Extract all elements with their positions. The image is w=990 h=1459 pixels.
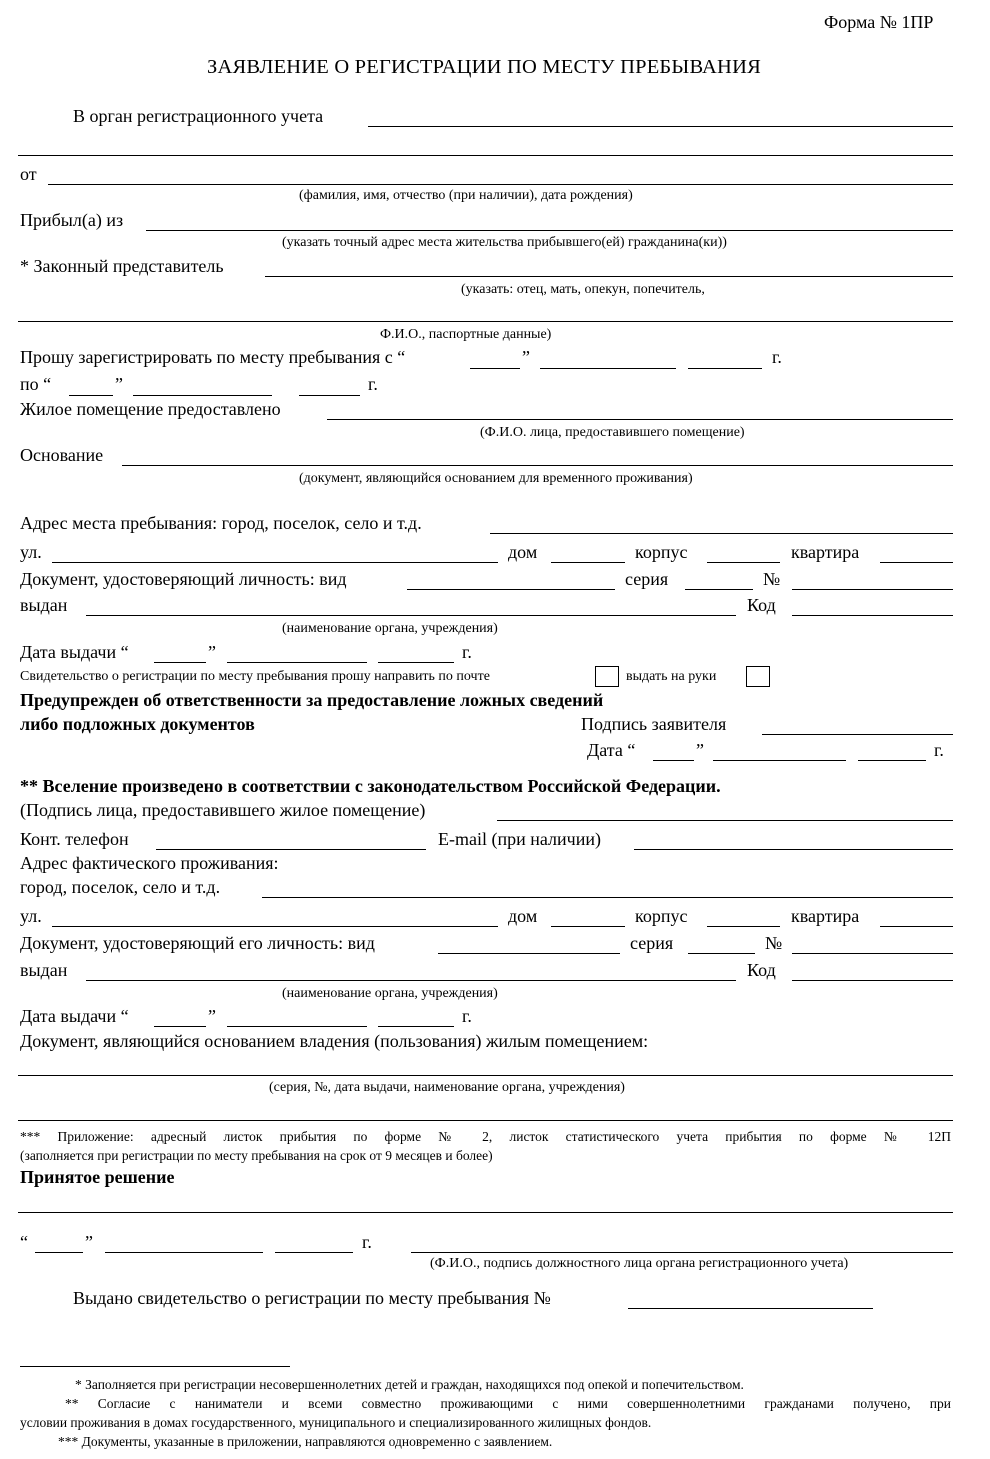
decision-label: Принятое решение <box>20 1167 175 1187</box>
warning-line-1: Предупрежден об ответственности за предоставление ложных сведений <box>20 690 604 710</box>
register-from-year-field[interactable] <box>688 368 762 369</box>
landlord-code-field[interactable] <box>792 980 953 981</box>
actual-address-label: Адрес фактического проживания: <box>20 853 279 873</box>
housing-provided-field[interactable] <box>327 419 953 420</box>
stay-issue-month-field[interactable] <box>227 662 367 663</box>
landlord-issue-day-field[interactable] <box>154 1026 206 1027</box>
register-to-quote-close: ” <box>115 374 123 394</box>
stay-issue-year-suffix: г. <box>462 642 472 662</box>
ownership-doc-hint: (серия, №, дата выдачи, наименование органа, учреждения) <box>269 1080 625 1095</box>
register-from-year-suffix: г. <box>772 347 782 367</box>
arrived-from-label: Прибыл(а) из <box>20 210 124 230</box>
register-to-year-field[interactable] <box>299 395 360 396</box>
section-divider <box>18 1120 953 1121</box>
landlord-series-field[interactable] <box>688 953 755 954</box>
landlord-series-label: серия <box>630 933 674 953</box>
register-to-label: по “ <box>20 374 52 394</box>
provider-signature-label: (Подпись лица, предоставившего жилое помещение) <box>20 800 426 820</box>
certificate-number-field[interactable] <box>628 1308 873 1309</box>
applicant-date-year-suffix: г. <box>934 740 944 760</box>
provider-signature-field[interactable] <box>497 820 953 821</box>
stay-id-doc-field[interactable] <box>407 589 615 590</box>
applicant-signature-label: Подпись заявителя <box>581 714 727 734</box>
from-field[interactable] <box>48 184 953 185</box>
basis-field[interactable] <box>122 465 953 466</box>
stay-issue-quote-close: ” <box>208 642 216 662</box>
stay-apartment-label: квартира <box>791 542 860 562</box>
stay-number-label: № <box>763 569 781 589</box>
official-signature-hint: (Ф.И.О., подпись должностного лица органа регистрационного учета) <box>430 1256 849 1271</box>
register-from-label: Прошу зарегистрировать по месту пребывания с “ <box>20 347 406 367</box>
stay-issue-day-field[interactable] <box>154 662 206 663</box>
landlord-code-label: Код <box>747 960 776 980</box>
register-to-year-suffix: г. <box>368 374 378 394</box>
landlord-issued-hint: (наименование органа, учреждения) <box>282 986 498 1001</box>
applicant-date-year-field[interactable] <box>858 760 926 761</box>
housing-provided-label: Жилое помещение предоставлено <box>20 399 281 419</box>
landlord-issue-year-suffix: г. <box>462 1006 472 1026</box>
form-title: ЗАЯВЛЕНИЕ О РЕГИСТРАЦИИ ПО МЕСТУ ПРЕБЫВАНИЯ <box>207 56 761 78</box>
actual-street-field[interactable] <box>52 926 498 927</box>
legal-rep-hint-2: Ф.И.О., паспортные данные) <box>380 327 552 342</box>
landlord-issue-quote-close: ” <box>208 1006 216 1026</box>
actual-city-field[interactable] <box>262 897 953 898</box>
legal-rep-label: * Законный представитель <box>20 256 224 276</box>
stay-series-label: серия <box>625 569 669 589</box>
form-number: Форма № 1ПР <box>824 12 934 32</box>
landlord-issue-date-label: Дата выдачи “ <box>20 1006 129 1026</box>
decision-date-quote-close: ” <box>85 1232 93 1252</box>
footnote-separator <box>20 1366 290 1367</box>
stay-address-label: Адрес места пребывания: город, поселок, село и т.д. <box>20 513 422 533</box>
registration-body-field-2[interactable] <box>18 155 953 156</box>
actual-apartment-field[interactable] <box>880 926 953 927</box>
decision-date-month-field[interactable] <box>105 1252 263 1253</box>
applicant-date-day-field[interactable] <box>653 760 694 761</box>
arrived-from-field[interactable] <box>146 230 953 231</box>
stay-street-field[interactable] <box>52 562 498 563</box>
certificate-delivery-label: Свидетельство о регистрации по месту пребывания прошу направить по почте <box>20 669 490 684</box>
appendix-line-2: (заполняется при регистрации по месту пребывания на срок от 9 месяцев и более) <box>20 1148 493 1163</box>
landlord-issue-month-field[interactable] <box>227 1026 367 1027</box>
decision-date-year-field[interactable] <box>275 1252 353 1253</box>
phone-label: Конт. телефон <box>20 829 129 849</box>
applicant-date-label: Дата “ <box>587 740 636 760</box>
stay-id-doc-label: Документ, удостоверяющий личность: вид <box>20 569 347 589</box>
stay-number-field[interactable] <box>792 589 953 590</box>
mail-checkbox[interactable] <box>595 666 619 687</box>
from-label: от <box>20 164 37 184</box>
applicant-date-month-field[interactable] <box>713 760 846 761</box>
from-hint: (фамилия, имя, отчество (при наличии), дата рождения) <box>299 188 633 203</box>
stay-building-label: корпус <box>635 542 688 562</box>
stay-issued-field[interactable] <box>86 615 736 616</box>
decision-date-year-suffix: г. <box>362 1232 372 1252</box>
applicant-date-quote-close: ” <box>696 740 704 760</box>
landlord-number-field[interactable] <box>792 953 953 954</box>
actual-house-label: дом <box>508 906 538 926</box>
stay-street-label: ул. <box>20 542 42 562</box>
ownership-doc-field[interactable] <box>18 1075 953 1076</box>
appendix-line-1: *** Приложение: адресный листок прибытия по форме № 2, листок статистического учета прибытия по форме № 12П <box>20 1129 951 1144</box>
actual-building-label: корпус <box>635 906 688 926</box>
applicant-signature-field[interactable] <box>762 734 953 735</box>
landlord-issued-label: выдан <box>20 960 68 980</box>
legal-rep-hint-1: (указать: отец, мать, опекун, попечитель, <box>461 282 705 297</box>
hand-over-label: выдать на руки <box>626 669 717 684</box>
decision-field[interactable] <box>18 1212 953 1213</box>
arrived-from-hint: (указать точный адрес места жительства прибывшего(ей) гражданина(ки)) <box>282 235 727 250</box>
footnote-2-line-1: ** Согласие с наниматели и всеми совместно проживающими с ними совершеннолетними гражданами получено, при <box>65 1396 951 1411</box>
phone-field[interactable] <box>156 849 426 850</box>
certificate-issued-label: Выдано свидетельство о регистрации по месту пребывания № <box>73 1288 551 1308</box>
actual-apartment-label: квартира <box>791 906 860 926</box>
stay-issued-hint: (наименование органа, учреждения) <box>282 621 498 636</box>
registration-body-label: В орган регистрационного учета <box>73 106 324 126</box>
register-to-month-field[interactable] <box>133 395 272 396</box>
basis-label: Основание <box>20 445 104 465</box>
basis-hint: (документ, являющийся основанием для временного проживания) <box>299 471 693 486</box>
stay-apartment-field[interactable] <box>880 562 953 563</box>
stay-code-label: Код <box>747 595 776 615</box>
official-signature-field[interactable] <box>411 1252 953 1253</box>
housing-provided-hint: (Ф.И.О. лица, предоставившего помещение) <box>480 425 745 440</box>
stay-issued-label: выдан <box>20 595 68 615</box>
warning-line-2: либо подложных документов <box>20 714 255 734</box>
stay-series-field[interactable] <box>685 589 753 590</box>
legal-rep-field-2[interactable] <box>18 321 953 322</box>
landlord-issue-year-field[interactable] <box>378 1026 454 1027</box>
landlord-id-doc-label: Документ, удостоверяющий его личность: вид <box>20 933 375 953</box>
landlord-issued-field[interactable] <box>86 980 736 981</box>
register-from-month-field[interactable] <box>540 368 676 369</box>
register-from-day-field[interactable] <box>470 368 520 369</box>
register-to-day-field[interactable] <box>69 395 113 396</box>
email-field[interactable] <box>634 849 953 850</box>
footnote-2-line-2: условии проживания в домах государственного, муниципального и специализированного жилищных фондов. <box>20 1415 652 1430</box>
actual-building-field[interactable] <box>707 926 780 927</box>
actual-house-field[interactable] <box>551 926 625 927</box>
ownership-doc-label: Документ, являющийся основанием владения (пользования) жилым помещением: <box>20 1031 649 1051</box>
footnote-1: * Заполняется при регистрации несовершеннолетних детей и граждан, находящихся под опекой и попечительством. <box>75 1377 744 1392</box>
stay-building-field[interactable] <box>707 562 780 563</box>
stay-code-field[interactable] <box>792 615 953 616</box>
decision-date-day-field[interactable] <box>35 1252 83 1253</box>
decision-date-quote-open: “ <box>20 1232 28 1252</box>
register-from-quote-close: ” <box>522 347 530 367</box>
landlord-number-label: № <box>765 933 783 953</box>
footnote-3: *** Документы, указанные в приложении, направляются одновременно с заявлением. <box>58 1434 553 1449</box>
email-label: E-mail (при наличии) <box>438 829 601 849</box>
stay-address-field[interactable] <box>490 533 953 534</box>
stay-issue-year-field[interactable] <box>378 662 454 663</box>
stay-house-label: дом <box>508 542 538 562</box>
actual-street-label: ул. <box>20 906 42 926</box>
landlord-id-doc-field[interactable] <box>438 953 620 954</box>
registration-body-field[interactable] <box>368 126 953 127</box>
settlement-note: ** Вселение произведено в соответствии с законодательством Российской Федерации. <box>20 776 721 796</box>
legal-rep-field[interactable] <box>265 276 953 277</box>
stay-house-field[interactable] <box>551 562 625 563</box>
actual-city-label: город, поселок, село и т.д. <box>20 877 221 897</box>
hand-over-checkbox[interactable] <box>746 666 770 687</box>
stay-issue-date-label: Дата выдачи “ <box>20 642 129 662</box>
